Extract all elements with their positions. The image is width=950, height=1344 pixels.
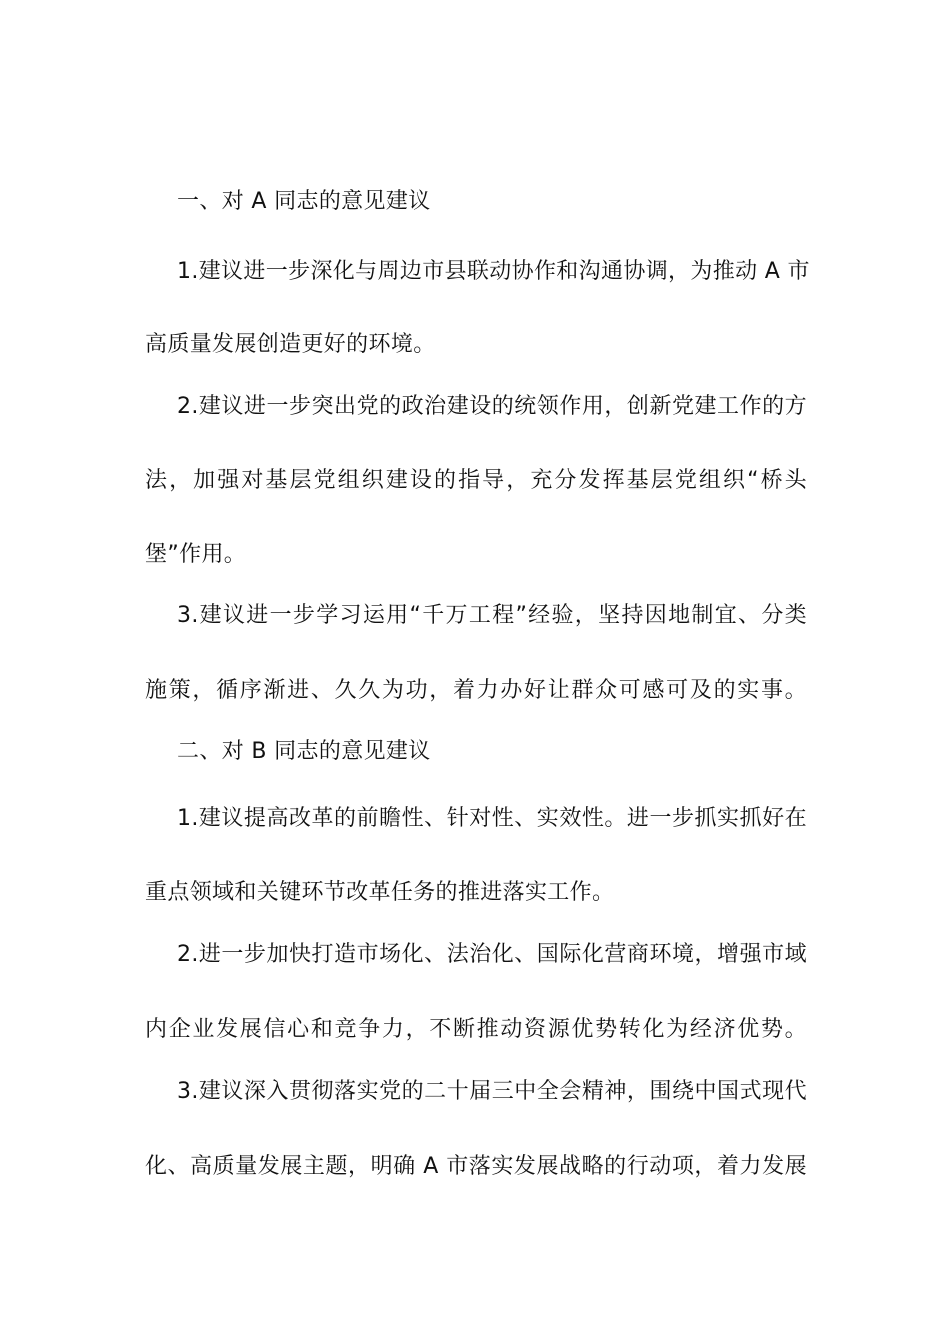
section-heading-a: 一、对 A 同志的意见建议 — [177, 189, 431, 214]
paragraph-a2-line-1: 2.建议进一步突出党的政治建设的统领作用，创新党建工作的方 — [177, 394, 807, 419]
paragraph-a3-line-2: 施策，循序渐进、久久为功，着力办好让群众可感可及的实事。 — [145, 678, 807, 703]
paragraph-b2-line-1: 2.进一步加快打造市场化、法治化、国际化营商环境，增强市域 — [177, 942, 807, 967]
paragraph-b2-line-2: 内企业发展信心和竞争力，不断推动资源优势转化为经济优势。 — [145, 1017, 807, 1042]
paragraph-a1-line-2: 高质量发展创造更好的环境。 — [145, 332, 436, 357]
paragraph-a2-line-2: 法，加强对基层党组织建设的指导，充分发挥基层党组织“桥头 — [145, 468, 807, 493]
paragraph-a2-line-3: 堡”作用。 — [145, 542, 247, 567]
paragraph-b1-line-2: 重点领域和关键环节改革任务的推进落实工作。 — [145, 880, 615, 905]
paragraph-b3-line-2: 化、高质量发展主题，明确 A 市落实发展战略的行动项，着力发展 — [145, 1154, 807, 1179]
paragraph-a3-line-1: 3.建议进一步学习运用“千万工程”经验，坚持因地制宜、分类 — [177, 603, 807, 628]
paragraph-b3-line-1: 3.建议深入贯彻落实党的二十届三中全会精神，围绕中国式现代 — [177, 1079, 807, 1104]
paragraph-b1-line-1: 1.建议提高改革的前瞻性、针对性、实效性。进一步抓实抓好在 — [177, 806, 807, 831]
section-heading-b: 二、对 B 同志的意见建议 — [177, 739, 431, 764]
paragraph-a1-line-1: 1.建议进一步深化与周边市县联动协作和沟通协调，为推动 A 市 — [177, 259, 810, 284]
